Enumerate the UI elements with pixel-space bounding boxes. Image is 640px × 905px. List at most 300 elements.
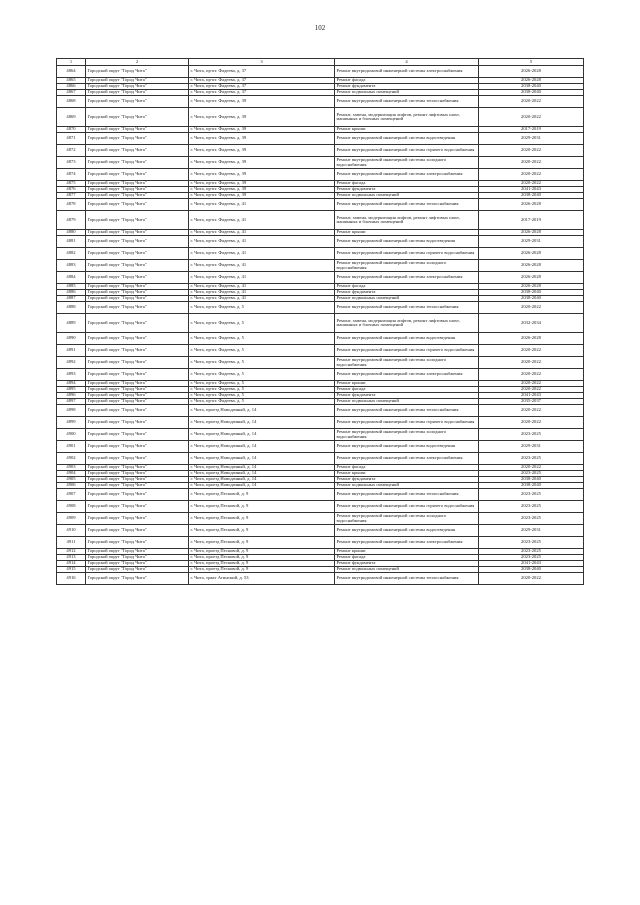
cell-address: г. Чита, пр-кт. Фадеева, д. 39 — [189, 193, 335, 199]
cell-municipality: Городской округ "Город Чита" — [86, 193, 189, 199]
table-row — [57, 501, 584, 513]
header-col-5: 5 — [479, 59, 584, 66]
cell-number: 4884 — [57, 272, 86, 284]
cell-address: г. Чита, пр-кт. Фадеева, д. 41 — [189, 272, 335, 284]
cell-address: г. Чита, пр-кт. Фадеева, д. 37 — [189, 78, 335, 84]
cell-work-type: Ремонт внутридомовой инженерной системы холодного водоснабжения — [335, 260, 479, 272]
cell-number: 4895 — [57, 387, 86, 393]
cell-address: г. Чита, пр-кт. Фадеева, д. 37 — [189, 90, 335, 96]
cell-number: 4898 — [57, 405, 86, 417]
cell-work-type: Ремонт фасада — [335, 181, 479, 187]
cell-period: 2023-2025 — [479, 537, 584, 549]
cell-municipality: Городской округ "Город Чита" — [86, 429, 189, 441]
cell-number: 4896 — [57, 393, 86, 399]
cell-period: 2038-2040 — [479, 477, 584, 483]
cell-address: г. Чита, пр-кт. Фадеева, д. 39 — [189, 96, 335, 108]
cell-period: 2020-2022 — [479, 387, 584, 393]
cell-municipality: Городской округ "Город Чита" — [86, 157, 189, 169]
cell-period: 2023-2025 — [479, 555, 584, 561]
cell-municipality: Городской округ "Город Чита" — [86, 169, 189, 181]
cell-work-type: Ремонт внутридомовой инженерной системы горячего водоснабжения — [335, 501, 479, 513]
cell-number: 4865 — [57, 78, 86, 84]
cell-address: г. Чита, пр-кт. Фадеева, д. 5 — [189, 314, 335, 333]
cell-period: 2026-2028 — [479, 272, 584, 284]
cell-period: 2020-2022 — [479, 465, 584, 471]
table-header — [57, 59, 584, 66]
cell-number: 4866 — [57, 84, 86, 90]
cell-number: 4893 — [57, 369, 86, 381]
cell-work-type: Ремонт внутридомовой инженерной системы теплоснабжения — [335, 199, 479, 211]
cell-address: г. Чита, проезд Новодачный, д. 14 — [189, 453, 335, 465]
cell-municipality: Городской округ "Город Чита" — [86, 345, 189, 357]
cell-address: г. Чита, пр-кт. Фадеева, д. 5 — [189, 399, 335, 405]
cell-period: 2020-2022 — [479, 417, 584, 429]
cell-work-type: Ремонт внутридомовой инженерной системы холодного водоснабжения — [335, 157, 479, 169]
cell-period: 2020-2022 — [479, 145, 584, 157]
cell-municipality: Городской округ "Город Чита" — [86, 284, 189, 290]
cell-address: г. Чита, пр-кт. Фадеева, д. 37 — [189, 66, 335, 78]
cell-municipality: Городской округ "Город Чита" — [86, 314, 189, 333]
cell-address: г. Чита, пр-кт. Фадеева, д. 39 — [189, 133, 335, 145]
cell-period: 2023-2025 — [479, 549, 584, 555]
cell-number: 4914 — [57, 561, 86, 567]
cell-period: 2038-2040 — [479, 84, 584, 90]
cell-municipality: Городской округ "Город Чита" — [86, 489, 189, 501]
cell-work-type: Ремонт, замена, модернизация лифтов, ремонт лифтовых шахт, машинных и блочных помещений — [335, 211, 479, 230]
cell-number: 4882 — [57, 248, 86, 260]
cell-municipality: Городской округ "Город Чита" — [86, 471, 189, 477]
cell-number: 4881 — [57, 236, 86, 248]
cell-number: 4910 — [57, 525, 86, 537]
cell-period: 2023-2025 — [479, 453, 584, 465]
cell-number: 4916 — [57, 573, 86, 585]
table-row — [57, 169, 584, 181]
cell-address: г. Чита, проезд Песковой, д. 9 — [189, 549, 335, 555]
cell-work-type: Ремонт фундамента — [335, 561, 479, 567]
cell-work-type: Ремонт подвальных помещений — [335, 567, 479, 573]
cell-work-type: Ремонт внутридомовой инженерной системы горячего водоснабжения — [335, 345, 479, 357]
cell-number: 4887 — [57, 296, 86, 302]
cell-number: 4879 — [57, 211, 86, 230]
cell-work-type: Ремонт фасада — [335, 387, 479, 393]
cell-work-type: Ремонт внутридомовой инженерной системы электроснабжения — [335, 272, 479, 284]
cell-address: г. Чита, пр-кт. Фадеева, д. 5 — [189, 333, 335, 345]
cell-municipality: Городской округ "Город Чита" — [86, 211, 189, 230]
cell-municipality: Городской округ "Город Чита" — [86, 369, 189, 381]
cell-number: 4880 — [57, 230, 86, 236]
cell-number: 4906 — [57, 483, 86, 489]
cell-work-type: Ремонт подвальных помещений — [335, 296, 479, 302]
table-row — [57, 357, 584, 369]
cell-number: 4890 — [57, 333, 86, 345]
cell-number: 4873 — [57, 157, 86, 169]
cell-municipality: Городской округ "Город Чита" — [86, 399, 189, 405]
cell-work-type: Ремонт внутридомовой инженерной системы электроснабжения — [335, 537, 479, 549]
cell-number: 4872 — [57, 145, 86, 157]
cell-address: г. Чита, пр-кт. Фадеева, д. 39 — [189, 127, 335, 133]
cell-municipality: Городской округ "Город Чита" — [86, 513, 189, 525]
cell-period: 2029-2031 — [479, 441, 584, 453]
cell-number: 4868 — [57, 96, 86, 108]
cell-number: 4901 — [57, 441, 86, 453]
capital-repair-table — [56, 58, 584, 585]
table-row — [57, 453, 584, 465]
cell-number: 4913 — [57, 555, 86, 561]
cell-address: г. Чита, пр-кт. Фадеева, д. 41 — [189, 290, 335, 296]
cell-work-type: Ремонт внутридомовой инженерной системы горячего водоснабжения — [335, 145, 479, 157]
cell-municipality: Городской округ "Город Чита" — [86, 260, 189, 272]
cell-address: г. Чита, проезд Песковой, д. 9 — [189, 567, 335, 573]
cell-address: г. Чита, проезд Песковой, д. 9 — [189, 501, 335, 513]
cell-municipality: Городской округ "Город Чита" — [86, 567, 189, 573]
cell-work-type: Ремонт фундамента — [335, 393, 479, 399]
cell-work-type: Ремонт внутридомовой инженерной системы водоотведения — [335, 236, 479, 248]
table-row — [57, 96, 584, 108]
cell-address: г. Чита, проезд Новодачный, д. 14 — [189, 417, 335, 429]
table-row — [57, 417, 584, 429]
cell-number: 4888 — [57, 302, 86, 314]
cell-municipality: Городской округ "Город Чита" — [86, 248, 189, 260]
cell-address: г. Чита, пр-кт. Фадеева, д. 5 — [189, 345, 335, 357]
cell-municipality: Городской округ "Город Чита" — [86, 236, 189, 248]
cell-address: г. Чита, пр-кт. Фадеева, д. 39 — [189, 187, 335, 193]
cell-number: 4899 — [57, 417, 86, 429]
cell-work-type: Ремонт фасада — [335, 78, 479, 84]
cell-address: г. Чита, проезд Новодачный, д. 14 — [189, 429, 335, 441]
cell-period: 2023-2025 — [479, 471, 584, 477]
cell-work-type: Ремонт, замена, модернизация лифтов, ремонт лифтовых шахт, машинных и блочных помещений — [335, 108, 479, 127]
cell-municipality: Городской округ "Город Чита" — [86, 66, 189, 78]
cell-work-type: Ремонт внутридомовой инженерной системы водоотведения — [335, 441, 479, 453]
cell-municipality: Городской округ "Город Чита" — [86, 393, 189, 399]
cell-period: 2026-2028 — [479, 284, 584, 290]
table-row — [57, 248, 584, 260]
cell-work-type: Ремонт фасада — [335, 555, 479, 561]
header-col-2: 2 — [86, 59, 189, 66]
header-row — [57, 59, 584, 66]
cell-number: 4871 — [57, 133, 86, 145]
cell-number: 4883 — [57, 260, 86, 272]
cell-municipality: Городской округ "Город Чита" — [86, 417, 189, 429]
cell-number: 4908 — [57, 501, 86, 513]
cell-period: 2029-2031 — [479, 133, 584, 145]
cell-municipality: Городской округ "Город Чита" — [86, 483, 189, 489]
cell-municipality: Городской округ "Город Чита" — [86, 405, 189, 417]
cell-municipality: Городской округ "Город Чита" — [86, 525, 189, 537]
cell-municipality: Городской округ "Город Чита" — [86, 272, 189, 284]
cell-work-type: Ремонт фундамента — [335, 187, 479, 193]
cell-municipality: Городской округ "Город Чита" — [86, 78, 189, 84]
cell-period: 2038-2040 — [479, 193, 584, 199]
cell-municipality: Городской округ "Город Чита" — [86, 573, 189, 585]
cell-municipality: Городской округ "Город Чита" — [86, 145, 189, 157]
cell-work-type: Ремонт подвальных помещений — [335, 399, 479, 405]
cell-period: 2020-2022 — [479, 96, 584, 108]
table-row — [57, 573, 584, 585]
cell-address: г. Чита, пр-кт. Фадеева, д. 39 — [189, 145, 335, 157]
table-row — [57, 525, 584, 537]
table-row — [57, 302, 584, 314]
cell-period: 2020-2022 — [479, 169, 584, 181]
cell-period: 2020-2022 — [479, 157, 584, 169]
cell-address: г. Чита, пр-кт. Фадеева, д. 41 — [189, 248, 335, 260]
cell-municipality: Городской округ "Город Чита" — [86, 84, 189, 90]
table-row — [57, 66, 584, 78]
table-row — [57, 333, 584, 345]
cell-address: г. Чита, пр-кт. Фадеева, д. 39 — [189, 108, 335, 127]
table-row — [57, 260, 584, 272]
cell-address: г. Чита, пр-кт. Фадеева, д. 41 — [189, 236, 335, 248]
cell-period: 2026-2028 — [479, 260, 584, 272]
cell-address: г. Чита, проезд Новодачный, д. 14 — [189, 477, 335, 483]
table-row — [57, 145, 584, 157]
header-col-4: 4 — [335, 59, 479, 66]
cell-number: 4891 — [57, 345, 86, 357]
cell-number: 4864 — [57, 66, 86, 78]
cell-period: 2020-2022 — [479, 345, 584, 357]
cell-municipality: Городской округ "Город Чита" — [86, 230, 189, 236]
cell-address: г. Чита, пр-кт. Фадеева, д. 5 — [189, 387, 335, 393]
cell-period: 2029-2031 — [479, 236, 584, 248]
cell-address: г. Чита, пр-кт. Фадеева, д. 41 — [189, 296, 335, 302]
cell-number: 4867 — [57, 90, 86, 96]
cell-number: 4886 — [57, 290, 86, 296]
cell-municipality: Городской округ "Город Чита" — [86, 549, 189, 555]
cell-number: 4915 — [57, 567, 86, 573]
header-col-3: 3 — [189, 59, 335, 66]
cell-municipality: Городской округ "Город Чита" — [86, 501, 189, 513]
cell-municipality: Городской округ "Город Чита" — [86, 561, 189, 567]
table-row — [57, 211, 584, 230]
cell-municipality: Городской округ "Город Чита" — [86, 537, 189, 549]
cell-address: г. Чита, пр-кт. Фадеева, д. 39 — [189, 169, 335, 181]
cell-number: 4909 — [57, 513, 86, 525]
cell-municipality: Городской округ "Город Чита" — [86, 199, 189, 211]
cell-municipality: Городской округ "Город Чита" — [86, 465, 189, 471]
cell-address: г. Чита, пр-кт. Фадеева, д. 41 — [189, 199, 335, 211]
cell-number: 4911 — [57, 537, 86, 549]
cell-number: 4900 — [57, 429, 86, 441]
cell-period: 2038-2040 — [479, 483, 584, 489]
cell-work-type: Ремонт внутридомовой инженерной системы горячего водоснабжения — [335, 417, 479, 429]
table-row — [57, 429, 584, 441]
cell-municipality: Городской округ "Город Чита" — [86, 290, 189, 296]
cell-number: 4874 — [57, 169, 86, 181]
cell-period: 2020-2022 — [479, 405, 584, 417]
cell-number: 4876 — [57, 187, 86, 193]
cell-address: г. Чита, пр-кт. Фадеева, д. 41 — [189, 211, 335, 230]
cell-work-type: Ремонт фундамента — [335, 290, 479, 296]
cell-address: г. Чита, пр-кт. Фадеева, д. 5 — [189, 369, 335, 381]
cell-period: 2020-2022 — [479, 302, 584, 314]
cell-work-type: Ремонт крыши — [335, 127, 479, 133]
cell-period: 2017-2019 — [479, 211, 584, 230]
cell-address: г. Чита, пр-кт. Фадеева, д. 39 — [189, 157, 335, 169]
cell-number: 4885 — [57, 284, 86, 290]
cell-municipality: Городской округ "Город Чита" — [86, 477, 189, 483]
cell-number: 4907 — [57, 489, 86, 501]
cell-municipality: Городской округ "Город Чита" — [86, 187, 189, 193]
cell-number: 4875 — [57, 181, 86, 187]
cell-period: 2023-2025 — [479, 429, 584, 441]
cell-work-type: Ремонт внутридомовой инженерной системы электроснабжения — [335, 453, 479, 465]
cell-number: 4905 — [57, 477, 86, 483]
table-row — [57, 537, 584, 549]
cell-address: г. Чита, пр-кт. Фадеева, д. 5 — [189, 357, 335, 369]
cell-address: г. Чита, проезд Новодачный, д. 14 — [189, 405, 335, 417]
cell-municipality: Городской округ "Город Чита" — [86, 96, 189, 108]
cell-period: 2026-2028 — [479, 230, 584, 236]
cell-work-type: Ремонт крыши — [335, 471, 479, 477]
table-row — [57, 513, 584, 525]
cell-address: г. Чита, тракт Агинский, д. 53 — [189, 573, 335, 585]
cell-address: г. Чита, пр-кт. Фадеева, д. 5 — [189, 381, 335, 387]
cell-number: 4878 — [57, 199, 86, 211]
cell-period: 2041-2043 — [479, 393, 584, 399]
cell-number: 4912 — [57, 549, 86, 555]
table-body — [57, 66, 584, 585]
cell-address: г. Чита, пр-кт. Фадеева, д. 41 — [189, 260, 335, 272]
cell-municipality: Городской округ "Город Чита" — [86, 108, 189, 127]
cell-period: 2038-2040 — [479, 567, 584, 573]
cell-period: 2023-2025 — [479, 501, 584, 513]
cell-period: 2041-2043 — [479, 187, 584, 193]
cell-period: 2020-2022 — [479, 381, 584, 387]
cell-work-type: Ремонт внутридомовой инженерной системы холодного водоснабжения — [335, 357, 479, 369]
cell-municipality: Городской округ "Город Чита" — [86, 381, 189, 387]
table-row — [57, 157, 584, 169]
cell-work-type: Ремонт крыши — [335, 230, 479, 236]
table-row — [57, 345, 584, 357]
cell-number: 4892 — [57, 357, 86, 369]
cell-address: г. Чита, пр-кт. Фадеева, д. 5 — [189, 393, 335, 399]
cell-work-type: Ремонт внутридомовой инженерной системы водоотведения — [335, 525, 479, 537]
table-row — [57, 441, 584, 453]
cell-period: 2035-2037 — [479, 399, 584, 405]
cell-work-type: Ремонт внутридомовой инженерной системы теплоснабжения — [335, 96, 479, 108]
cell-municipality: Городской округ "Город Чита" — [86, 453, 189, 465]
cell-period: 2020-2022 — [479, 357, 584, 369]
cell-period: 2026-2028 — [479, 66, 584, 78]
cell-address: г. Чита, пр-кт. Фадеева, д. 41 — [189, 230, 335, 236]
cell-period: 2020-2022 — [479, 181, 584, 187]
cell-address: г. Чита, пр-кт. Фадеева, д. 37 — [189, 84, 335, 90]
cell-number: 4869 — [57, 108, 86, 127]
table-row — [57, 489, 584, 501]
cell-period: 2032-2034 — [479, 314, 584, 333]
header-col-1: 1 — [57, 59, 86, 66]
cell-work-type: Ремонт внутридомовой инженерной системы электроснабжения — [335, 369, 479, 381]
cell-work-type: Ремонт внутридомовой инженерной системы теплоснабжения — [335, 302, 479, 314]
cell-work-type: Ремонт фасада — [335, 465, 479, 471]
cell-work-type: Ремонт подвальных помещений — [335, 193, 479, 199]
table-row — [57, 314, 584, 333]
cell-address: г. Чита, проезд Новодачный, д. 14 — [189, 483, 335, 489]
cell-municipality: Городской округ "Город Чита" — [86, 296, 189, 302]
cell-period: 2026-2028 — [479, 199, 584, 211]
cell-work-type: Ремонт подвальных помещений — [335, 483, 479, 489]
cell-period: 2023-2025 — [479, 489, 584, 501]
cell-period: 2038-2040 — [479, 290, 584, 296]
cell-address: г. Чита, проезд Песковой, д. 9 — [189, 561, 335, 567]
cell-number: 4904 — [57, 471, 86, 477]
cell-work-type: Ремонт внутридомовой инженерной системы холодного водоснабжения — [335, 513, 479, 525]
cell-municipality: Городской округ "Город Чита" — [86, 333, 189, 345]
cell-municipality: Городской округ "Город Чита" — [86, 90, 189, 96]
cell-work-type: Ремонт фундамента — [335, 477, 479, 483]
cell-municipality: Городской округ "Город Чита" — [86, 357, 189, 369]
cell-work-type: Ремонт внутридомовой инженерной системы водоотведения — [335, 333, 479, 345]
cell-work-type: Ремонт крыши — [335, 549, 479, 555]
cell-address: г. Чита, проезд Песковой, д. 9 — [189, 525, 335, 537]
table-row — [57, 199, 584, 211]
cell-number: 4870 — [57, 127, 86, 133]
cell-work-type: Ремонт внутридомовой инженерной системы теплоснабжения — [335, 573, 479, 585]
table-row — [57, 133, 584, 145]
cell-number: 4902 — [57, 453, 86, 465]
table-row — [57, 236, 584, 248]
cell-period: 2026-2028 — [479, 333, 584, 345]
cell-municipality: Городской округ "Город Чита" — [86, 127, 189, 133]
cell-period: 2020-2022 — [479, 108, 584, 127]
table-row — [57, 108, 584, 127]
table-row — [57, 369, 584, 381]
cell-work-type: Ремонт фундамента — [335, 84, 479, 90]
cell-number: 4897 — [57, 399, 86, 405]
cell-work-type: Ремонт внутридомовой инженерной системы холодного водоснабжения — [335, 429, 479, 441]
cell-address: г. Чита, проезд Новодачный, д. 14 — [189, 471, 335, 477]
cell-work-type: Ремонт внутридомовой инженерной системы электроснабжения — [335, 66, 479, 78]
cell-number: 4877 — [57, 193, 86, 199]
cell-period: 2041-2043 — [479, 561, 584, 567]
cell-period: 2029-2031 — [479, 525, 584, 537]
cell-period: 2023-2025 — [479, 513, 584, 525]
cell-address: г. Чита, проезд Песковой, д. 9 — [189, 513, 335, 525]
cell-municipality: Городской округ "Город Чита" — [86, 387, 189, 393]
cell-address: г. Чита, пр-кт. Фадеева, д. 39 — [189, 181, 335, 187]
cell-municipality: Городской округ "Город Чита" — [86, 181, 189, 187]
cell-work-type: Ремонт внутридомовой инженерной системы теплоснабжения — [335, 405, 479, 417]
cell-period: 2026-2028 — [479, 78, 584, 84]
cell-number: 4889 — [57, 314, 86, 333]
cell-number: 4894 — [57, 381, 86, 387]
cell-period: 2020-2022 — [479, 573, 584, 585]
cell-municipality: Городской округ "Город Чита" — [86, 555, 189, 561]
cell-work-type: Ремонт внутридомовой инженерной системы водоотведения — [335, 133, 479, 145]
cell-municipality: Городской округ "Город Чита" — [86, 133, 189, 145]
cell-work-type: Ремонт подвальных помещений — [335, 90, 479, 96]
cell-address: г. Чита, проезд Новодачный, д. 14 — [189, 441, 335, 453]
table-row — [57, 405, 584, 417]
cell-period: 2038-2040 — [479, 296, 584, 302]
cell-work-type: Ремонт внутридомовой инженерной системы теплоснабжения — [335, 489, 479, 501]
table-row — [57, 272, 584, 284]
cell-work-type: Ремонт внутридомовой инженерной системы горячего водоснабжения — [335, 248, 479, 260]
cell-address: г. Чита, проезд Песковой, д. 9 — [189, 537, 335, 549]
cell-address: г. Чита, проезд Новодачный, д. 14 — [189, 465, 335, 471]
cell-address: г. Чита, пр-кт. Фадеева, д. 5 — [189, 302, 335, 314]
cell-work-type: Ремонт крыши — [335, 381, 479, 387]
cell-number: 4903 — [57, 465, 86, 471]
cell-work-type: Ремонт, замена, модернизация лифтов, ремонт лифтовых шахт, машинных и блочных помещений — [335, 314, 479, 333]
cell-work-type: Ремонт фасада — [335, 284, 479, 290]
cell-municipality: Городской округ "Город Чита" — [86, 302, 189, 314]
cell-period: 2026-2028 — [479, 248, 584, 260]
cell-period: 2020-2022 — [479, 369, 584, 381]
cell-work-type: Ремонт внутридомовой инженерной системы электроснабжения — [335, 169, 479, 181]
cell-address: г. Чита, проезд Песковой, д. 9 — [189, 489, 335, 501]
cell-address: г. Чита, пр-кт. Фадеева, д. 41 — [189, 284, 335, 290]
